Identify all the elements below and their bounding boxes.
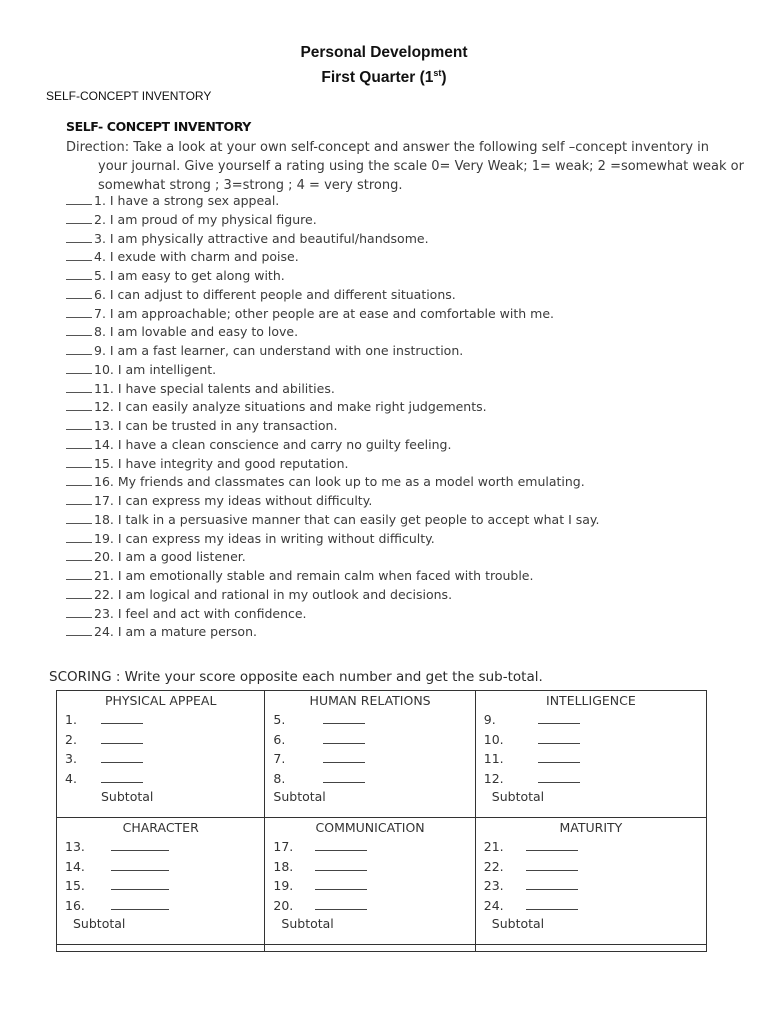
item-text: 7. I am approachable; other people are at ease and comfortable with me. <box>94 305 555 321</box>
item-text: 14. I have a clean conscience and carry no guilty feeling. <box>94 436 452 452</box>
rating-blank[interactable] <box>66 530 92 543</box>
inventory-item <box>66 230 716 249</box>
item-number: 4. <box>65 770 77 786</box>
rating-blank[interactable] <box>66 305 92 318</box>
score-blank[interactable] <box>315 859 367 871</box>
rating-blank[interactable] <box>66 342 92 355</box>
item-number: 20. <box>273 897 294 913</box>
score-blank[interactable] <box>526 898 578 910</box>
rating-blank[interactable] <box>66 548 92 561</box>
table-edge-cell <box>57 945 265 952</box>
rating-blank[interactable] <box>66 605 92 618</box>
score-blank[interactable] <box>323 732 365 744</box>
item-number: 13. <box>65 839 85 854</box>
item-number: 3. <box>65 751 77 766</box>
item-number: 11. <box>483 751 504 766</box>
inventory-item <box>66 398 716 417</box>
section-label: SELF-CONCEPT INVENTORY <box>46 89 212 103</box>
rating-blank[interactable] <box>66 230 92 243</box>
inventory-item <box>66 473 716 492</box>
item-text: 19. I can express my ideas in writing without difficulty. <box>94 530 435 546</box>
rating-blank[interactable] <box>66 473 92 486</box>
rating-blank[interactable] <box>66 192 92 205</box>
inventory-item <box>66 548 716 567</box>
rating-blank[interactable] <box>66 436 92 449</box>
inventory-item <box>66 567 716 586</box>
item-text: 8. I am lovable and easy to love. <box>94 324 299 340</box>
scoring-instruction: SCORING : Write your score opposite each number and get the sub-total. <box>49 669 543 685</box>
item-number: 2. <box>65 731 77 747</box>
inventory-item <box>66 192 716 211</box>
rating-blank[interactable] <box>66 248 92 261</box>
score-blank[interactable] <box>315 878 367 890</box>
subtotal-label: Subtotal <box>491 789 545 804</box>
category-character <box>57 818 265 945</box>
subtitle-end: ) <box>441 69 447 87</box>
item-text: 23. I feel and act with confidence. <box>94 605 307 621</box>
inventory-item <box>66 530 716 549</box>
item-text: 16. My friends and classmates can look up to me as a model worth emulating. <box>94 474 585 490</box>
item-text: 18. I talk in a persuasive manner that can easily get people to accept what I say. <box>94 511 600 527</box>
rating-blank[interactable] <box>66 417 92 430</box>
item-text: 17. I can express my ideas without difficulty. <box>94 493 373 508</box>
score-blank[interactable] <box>111 859 169 871</box>
score-blank[interactable] <box>526 859 578 871</box>
subtitle-main: First Quarter (1 <box>321 69 434 87</box>
item-text: 9. I am a fast learner, can understand with one instruction. <box>94 343 464 358</box>
rating-blank[interactable] <box>66 567 92 580</box>
item-text: 21. I am emotionally stable and remain calm when faced with trouble. <box>94 568 534 583</box>
item-text: 20. I am a good listener. <box>94 549 246 565</box>
item-number: 9. <box>483 712 496 727</box>
inventory-heading: SELF- CONCEPT INVENTORY <box>66 119 251 134</box>
inventory-item <box>66 511 716 530</box>
item-text: 6. I can adjust to different people and different situations. <box>94 286 456 302</box>
inventory-item <box>66 455 716 474</box>
score-blank[interactable] <box>538 712 580 724</box>
item-number: 18. <box>273 858 294 874</box>
rating-blank[interactable] <box>66 455 92 468</box>
category-title: CHARACTER <box>122 820 199 835</box>
item-number: 1. <box>65 712 77 727</box>
score-blank[interactable] <box>111 839 169 851</box>
inventory-item <box>66 323 716 342</box>
item-number: 22. <box>483 858 504 874</box>
inventory-item <box>66 211 716 230</box>
category-communication <box>265 818 475 945</box>
category-maturity <box>475 818 706 945</box>
category-physical-appeal <box>57 691 265 818</box>
inventory-item <box>66 305 716 324</box>
subtotal-label: Subtotal <box>491 916 545 931</box>
inventory-item <box>66 586 716 605</box>
item-number: 17. <box>273 839 294 854</box>
inventory-item <box>66 492 716 511</box>
item-number: 24. <box>483 897 504 913</box>
score-blank[interactable] <box>538 771 580 783</box>
inventory-item <box>66 342 716 361</box>
item-number: 5. <box>273 712 286 727</box>
rating-blank[interactable] <box>66 323 92 336</box>
score-blank[interactable] <box>323 751 365 763</box>
item-number: 7. <box>273 751 286 766</box>
rating-blank[interactable] <box>66 623 92 636</box>
item-text: 2. I am proud of my physical figure. <box>94 211 317 227</box>
item-number: 14. <box>65 858 85 874</box>
page-title: Personal Development <box>300 44 468 61</box>
item-text: 1. I have a strong sex appeal. <box>94 193 280 208</box>
subtotal-label: Subtotal <box>281 916 334 931</box>
subtotal-label: Subtotal <box>101 789 154 804</box>
scoring-table <box>56 690 707 952</box>
item-text: 24. I am a mature person. <box>94 624 257 640</box>
score-blank[interactable] <box>538 751 580 763</box>
item-number: 10. <box>483 731 504 747</box>
rating-blank[interactable] <box>66 380 92 393</box>
score-blank[interactable] <box>111 878 169 890</box>
item-number: 8. <box>273 770 286 786</box>
category-human-relations <box>265 691 475 818</box>
score-blank[interactable] <box>323 771 365 783</box>
item-number: 6. <box>273 731 286 747</box>
category-title: MATURITY <box>559 820 623 835</box>
rating-blank[interactable] <box>66 361 92 374</box>
item-text: 15. I have integrity and good reputation. <box>94 455 349 471</box>
table-bottom-edge <box>57 945 707 952</box>
inventory-item <box>66 417 716 436</box>
category-title: HUMAN RELATIONS <box>309 693 431 708</box>
rating-blank[interactable] <box>66 398 92 411</box>
rating-blank[interactable] <box>66 511 92 524</box>
inventory-item <box>66 248 716 267</box>
rating-blank[interactable] <box>66 211 92 224</box>
subtotal-label: Subtotal <box>73 916 126 931</box>
score-blank[interactable] <box>526 878 578 890</box>
item-text: 4. I exude with charm and poise. <box>94 249 299 265</box>
item-number: 12. <box>483 770 504 786</box>
item-text: 12. I can easily analyze situations and make right judgements. <box>94 399 487 415</box>
inventory-item <box>66 380 716 399</box>
inventory-item <box>66 436 716 455</box>
item-text: 22. I am logical and rational in my outlook and decisions. <box>94 586 453 602</box>
rating-blank[interactable] <box>66 267 92 280</box>
item-number: 23. <box>483 878 504 893</box>
subtitle-superscript: st <box>433 68 442 78</box>
category-title: INTELLIGENCE <box>546 693 636 708</box>
score-blank[interactable] <box>101 732 143 744</box>
inventory-item <box>66 623 716 642</box>
inventory-item <box>66 605 716 624</box>
score-blank[interactable] <box>526 839 578 851</box>
page-subtitle <box>0 68 768 87</box>
item-text: 11. I have special talents and abilities. <box>94 380 335 396</box>
score-blank[interactable] <box>323 712 365 724</box>
item-number: 15. <box>65 878 85 893</box>
item-text: 10. I am intelligent. <box>94 361 217 377</box>
item-text: 13. I can be trusted in any transaction. <box>94 418 338 433</box>
direction-line: somewhat strong ; 3=strong ; 4 = very strong. <box>98 178 403 193</box>
table-edge-cell <box>265 945 475 952</box>
inventory-item <box>66 267 716 286</box>
item-number: 19. <box>273 878 294 893</box>
inventory-item <box>66 286 716 305</box>
score-blank[interactable] <box>101 712 143 724</box>
category-intelligence <box>475 691 706 818</box>
direction-line: Direction: Take a look at your own self-concept and answer the following self –concept inventory in <box>66 140 710 155</box>
category-title: COMMUNICATION <box>315 820 425 835</box>
score-blank[interactable] <box>101 771 143 783</box>
inventory-item <box>66 361 716 380</box>
item-text: 3. I am physically attractive and beautiful/handsome. <box>94 230 429 246</box>
category-title: PHYSICAL APPEAL <box>104 693 217 708</box>
direction-text <box>66 138 744 195</box>
direction-line: your journal. Give yourself a rating using the scale 0= Very Weak; 1= weak; 2 =somewhat weak or <box>98 159 744 174</box>
score-blank[interactable] <box>111 898 169 910</box>
item-number: 21. <box>483 839 504 854</box>
rating-blank[interactable] <box>66 586 92 599</box>
rating-blank[interactable] <box>66 286 92 299</box>
rating-blank[interactable] <box>66 492 92 505</box>
item-text: 5. I am easy to get along with. <box>94 268 285 283</box>
score-blank[interactable] <box>315 839 367 851</box>
subtotal-label: Subtotal <box>273 789 326 804</box>
score-blank[interactable] <box>101 751 143 763</box>
table-edge-cell <box>475 945 706 952</box>
score-blank[interactable] <box>315 898 367 910</box>
inventory-list <box>66 192 716 642</box>
item-number: 16. <box>65 897 85 913</box>
score-blank[interactable] <box>538 732 580 744</box>
